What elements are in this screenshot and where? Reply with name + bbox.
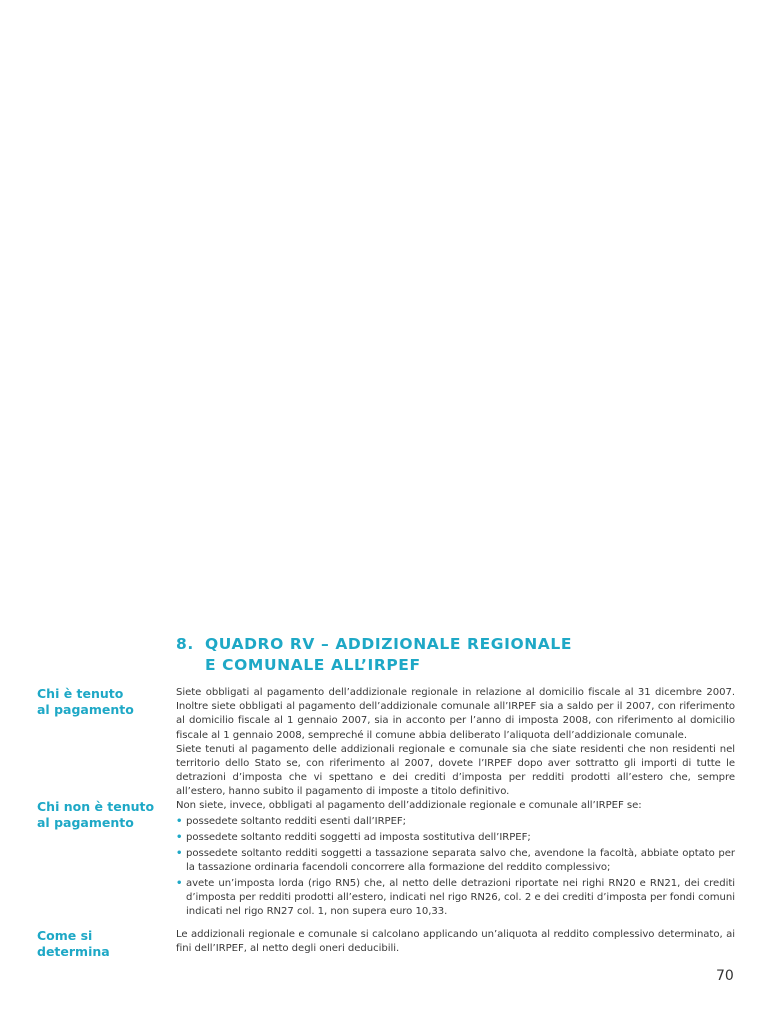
label-chi-tenuto xyxy=(37,686,167,718)
list-item-text: possedete soltanto redditi soggetti a tassazione separata salvo che, avendone la facoltà, abbiate optato per la tassazione ordinaria facendoli concorrere alla formazione del reddito complessivo; xyxy=(186,847,735,873)
label-come-determina-text: Come si determina xyxy=(37,928,110,959)
bullet-icon: • xyxy=(176,831,183,843)
bullet-icon: • xyxy=(176,877,183,889)
section-title xyxy=(176,634,572,676)
section-title-line2: E COMUNALE ALL’IRPEF xyxy=(205,656,421,674)
list-item xyxy=(176,877,735,920)
list-item xyxy=(176,831,735,845)
chi-non-tenuto-intro: Non siete, invece, obbligati al pagamento dell’addizionale regionale e comunale all’IRPEF se: xyxy=(176,800,642,811)
label-chi-non-tenuto-line1: Chi non è tenuto xyxy=(37,799,155,814)
list-item-text: possedete soltanto redditi soggetti ad imposta sostitutiva dell’IRPEF; xyxy=(186,831,531,843)
page-number: 70 xyxy=(716,968,734,984)
chi-tenuto-paragraph1: Siete obbligati al pagamento dell’addizionale regionale in relazione al domicilio fiscale al 31 dicembre 2007. Inoltre siete obbligati al pagamento dell’addizionale comunale all’IRPEF sia a saldo per il 2007, con riferimento al domicilio fiscale al 1 gennaio 2007, sia in acconto per l’anno di imposta 2008, con riferimento al domicilio fiscale al 1 gennaio 2008, sempreché il comune abbia deliberato l’aliquota dell’addizionale comunale. xyxy=(176,687,735,741)
come-determina-paragraph: Le addizionali regionale e comunale si calcolano applicando un’aliquota al reddito complessivo determinato, ai fini dell’IRPEF, al netto degli oneri deducibili. xyxy=(176,929,735,955)
list-item-text: possedete soltanto redditi esenti dall’IRPEF; xyxy=(186,816,407,828)
label-chi-tenuto-line1: Chi è tenuto xyxy=(37,686,124,701)
label-chi-non-tenuto-line2: al pagamento xyxy=(37,815,134,830)
chi-tenuto-paragraph2: Siete tenuti al pagamento delle addizionali regionale e comunale sia che siate residenti che non residenti nel territorio dello Stato se, con riferimento al 2007, dovete l’IRPEF dopo aver sottratto gli importi di tutte le detrazioni d’imposta che vi spettano e dei crediti d’imposta per redditi prodotti all’estero che, sempre all’estero, hanno subito il pagamento di imposte a titolo definitivo. xyxy=(176,743,735,798)
label-chi-non-tenuto xyxy=(37,799,167,831)
section-title-line1: QUADRO RV – ADDIZIONALE REGIONALE xyxy=(205,635,573,653)
list-item xyxy=(176,815,735,829)
bullet-icon: • xyxy=(176,816,183,828)
list-item-text: avete un’imposta lorda (rigo RN5) che, al netto delle detrazioni riportate nei righi RN20 e RN21, dei crediti d’imposta per redditi prodotti all’estero, indicati nel rigo RN26, col. 2 e dei crediti d’imposta per fondi comuni indicati nel rigo RN27 col. 1, non supera euro 10,33. xyxy=(186,877,735,917)
section-number: 8. xyxy=(176,635,194,653)
list-item xyxy=(176,847,735,875)
come-determina-text xyxy=(176,928,735,956)
label-come-determina xyxy=(37,928,167,960)
bullet-icon: • xyxy=(176,847,183,859)
label-chi-tenuto-line2: al pagamento xyxy=(37,702,134,717)
exemption-list xyxy=(176,815,735,919)
chi-non-tenuto-text xyxy=(176,799,735,921)
chi-tenuto-text xyxy=(176,686,735,800)
